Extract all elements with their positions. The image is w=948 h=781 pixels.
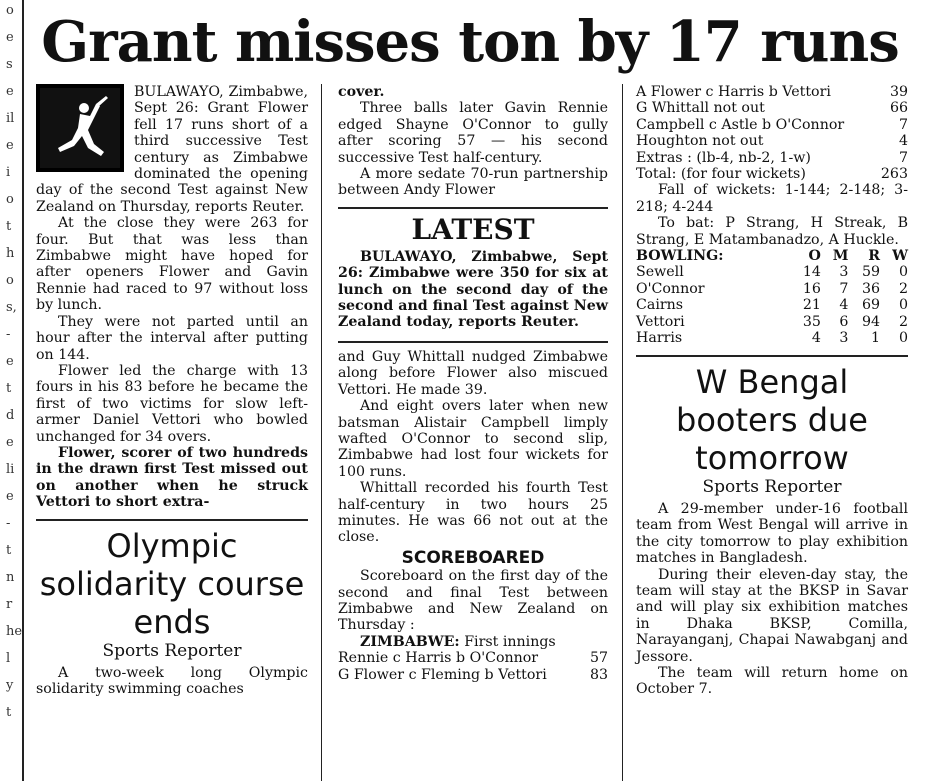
bowling-header-cell: M: [832, 248, 849, 265]
margin-fragment: o: [6, 3, 14, 18]
story-dateline: BULAWAYO, Zimbabwe, Sept 26: Grant Flower fell 17 runs short of a third successive Test century as Zimbabwe dominated the opening day of the second Test against New Zealand on Thursday, reports Reuter.: [36, 84, 308, 215]
bowling-figure: 6: [839, 313, 849, 330]
story-paragraph: Whittall recorded his fourth Test half-century in two hours 25 minutes. He was 66 not out at the close.: [338, 480, 608, 546]
margin-fragment: e: [6, 84, 14, 99]
story-paragraph: And eight overs later when new batsman Alistair Campbell limply wafted O'Connor to second slip, Zimbabwe had lost four wickets for 100 runs.: [338, 398, 608, 480]
margin-fragment: y: [6, 678, 14, 693]
margin-fragment: s: [6, 57, 13, 72]
bowling-figure: 21: [802, 297, 821, 314]
story-paragraph: and Guy Whittall nudged Zimbabwe along before Flower also miscued Vettori. He made 39.: [338, 348, 608, 398]
margin-fragment: t: [6, 219, 12, 234]
batting-row: [338, 667, 608, 683]
margin-fragment: -: [6, 327, 11, 342]
bowling-figure: 1: [871, 330, 881, 347]
bengal-paragraph: During their eleven-day stay, the team will stay at the BKSP in Savar and will play six exhibition matches in Dhaka BKSP, Comilla, Narayanganj, Chapai Nawabganj and Jessore.: [636, 566, 908, 665]
story-paragraph: At the close they were 263 for four. But that was less than Zimbabwe might have hoped for after openers Flower and Gavin Rennie had raced to 97 without loss by lunch.: [36, 215, 308, 314]
bowling-header-cell: R: [868, 248, 881, 265]
margin-fragment: t: [6, 705, 12, 720]
batsman-name: Rennie c Harris b O'Connor: [338, 650, 539, 667]
margin-fragment: l: [6, 651, 11, 666]
bowler-name: Harris: [636, 330, 683, 347]
latest-box-bottom-rule: [338, 341, 608, 343]
margin-fragment: e: [6, 138, 14, 153]
batting-row: [636, 117, 908, 133]
margin-fragment: s,: [6, 300, 17, 315]
extras-row: [636, 150, 908, 166]
batting-row: [636, 100, 908, 116]
scoreboard-heading: SCOREBOARED: [401, 547, 545, 568]
innings-line: [338, 634, 608, 650]
extras-label: Extras : (lb-4, nb-2, 1-w): [636, 149, 811, 166]
fall-of-wickets: Fall of wickets: 1-144; 2-148; 3-218; 4-244: [636, 182, 908, 215]
bowling-row: [636, 264, 908, 280]
batsman-name: A Flower c Harris b Vettori: [636, 84, 831, 100]
column-rule: [36, 519, 308, 521]
batsman-runs: 39: [889, 84, 908, 100]
margin-fragment: h: [6, 246, 15, 261]
total-row: [636, 166, 908, 182]
margin-fragment: o: [6, 192, 14, 207]
column-3: [636, 84, 908, 698]
margin-fragment: e: [6, 30, 14, 45]
bowling-row: [636, 297, 908, 313]
bowling-figure: 35: [802, 313, 821, 330]
margin-fragment: e: [6, 435, 14, 450]
bowling-figure: 0: [898, 264, 908, 281]
olympic-byline: Sports Reporter: [102, 640, 242, 661]
to-bat: To bat: P Strang, H Streak, B Strang, E Matambanadzo, A Huckle.: [636, 215, 908, 248]
bowling-header-cell: BOWLING:: [636, 248, 724, 265]
story-paragraph: A more sedate 70-run partnership between Andy Flower: [338, 166, 608, 199]
bowling-figure: 3: [839, 264, 849, 281]
olympic-text: A two-week long Olympic solidarity swimming coaches: [36, 664, 308, 698]
latest-box-top-rule: [338, 207, 608, 209]
bowling-figure: 69: [862, 297, 881, 314]
extras-runs: 7: [898, 149, 908, 166]
column-rule: [636, 355, 908, 357]
story-continuation-bold: cover.: [338, 84, 385, 100]
batting-row: [338, 650, 608, 666]
cricketer-photo: [36, 84, 124, 172]
bowler-name: Sewell: [636, 264, 684, 281]
margin-fragment: -: [6, 516, 11, 531]
batsman-runs: 7: [898, 116, 908, 133]
bowling-row: [636, 314, 908, 330]
scoreboard-intro: Scoreboard on the first day of the second and final Test between Zimbabwe and New Zealand on Thursday :: [338, 568, 608, 634]
margin-fragment: il: [6, 111, 15, 126]
margin-fragment: r: [6, 597, 13, 612]
story-paragraph: Flower led the charge with 13 fours in his 83 before he became the first of two victims for slow left-armer Daniel Vettori who bowled unchanged for 34 overs.: [36, 362, 308, 445]
margin-fragment: he: [6, 624, 23, 639]
column-divider: [622, 84, 623, 781]
batsman-name: Houghton not out: [636, 133, 764, 150]
bowling-row: [636, 330, 908, 346]
margin-fragment: t: [6, 543, 12, 558]
latest-heading: LATEST: [411, 212, 535, 246]
adjacent-column-fragment: [0, 0, 24, 781]
batsman-name: G Whittall not out: [636, 100, 765, 117]
margin-fragment: n: [6, 570, 15, 585]
bowling-figure: 2: [898, 280, 908, 297]
innings-text: First innings: [464, 633, 556, 650]
bengal-byline: Sports Reporter: [702, 476, 842, 497]
margin-fragment: o: [6, 273, 14, 288]
bengal-paragraph: The team will return home on October 7.: [636, 664, 908, 698]
bowling-figure: 16: [802, 280, 821, 297]
margin-fragment: i: [6, 165, 11, 180]
column-divider: [321, 84, 322, 781]
batting-row: [636, 84, 908, 100]
bowling-figure: 0: [898, 297, 908, 314]
bowling-figure: 2: [898, 313, 908, 330]
batsman-name: G Flower c Fleming b Vettori: [338, 666, 547, 683]
latest-text: BULAWAYO, Zimbabwe, Sept 26: Zimbabwe were 350 for six at lunch on the second day of the second and final Test against New Zealand today, reports Reuter.: [338, 248, 608, 331]
bowling-figure: 3: [839, 330, 849, 347]
bowling-row: [636, 281, 908, 297]
batsman-silhouette-icon: [46, 94, 114, 162]
bowling-figure: 7: [839, 280, 849, 297]
bowling-table: [636, 248, 908, 346]
batsman-runs: 57: [589, 650, 608, 667]
bowling-header-cell: W: [892, 248, 908, 265]
bowling-figure: 94: [862, 313, 881, 330]
bowling-figure: 59: [862, 264, 881, 281]
column-2: [338, 84, 608, 683]
headline: Grant misses ton by 17 runs: [41, 9, 899, 75]
bowling-header-cell: O: [808, 248, 821, 265]
batsman-runs: 4: [898, 133, 908, 150]
total-runs: 263: [880, 166, 908, 183]
batting-row: [636, 133, 908, 149]
batsman-runs: 83: [589, 666, 608, 683]
margin-fragment: e: [6, 489, 14, 504]
bowler-name: O'Connor: [636, 280, 705, 297]
batsman-name: Campbell c Astle b O'Connor: [636, 116, 845, 133]
story-paragraph-bold: Flower, scorer of two hundreds in the drawn first Test missed out on another when he struck Vettori to short extra-: [36, 444, 308, 511]
olympic-title: Olympic solidarity course ends: [39, 526, 305, 641]
bowling-figure: 4: [839, 297, 849, 314]
bowler-name: Vettori: [636, 313, 685, 330]
bengal-paragraph: A 29-member under-16 football team from West Bengal will arrive in the city tomorrow to play exhibition matches in Bangladesh.: [636, 500, 908, 567]
bowling-figure: 14: [802, 264, 821, 281]
innings-label: ZIMBABWE:: [360, 633, 460, 650]
story-paragraph: Three balls later Gavin Rennie edged Shayne O'Connor to gully after scoring 57 — his second successive Test half-century.: [338, 100, 608, 166]
story-paragraph: They were not parted until an hour after the interval after putting on 144.: [36, 313, 308, 363]
margin-fragment: e: [6, 354, 14, 369]
bengal-title: W Bengal booters due tomorrow: [676, 362, 868, 477]
margin-fragment: d: [6, 408, 15, 423]
batsman-runs: 66: [889, 100, 908, 117]
bowling-figure: 4: [811, 330, 821, 347]
column-1: [36, 84, 308, 698]
total-label: Total: (for four wickets): [636, 166, 806, 183]
bowling-figure: 36: [862, 280, 881, 297]
bowler-name: Cairns: [636, 297, 684, 314]
bowling-header-row: [636, 248, 908, 264]
margin-fragment: t: [6, 381, 12, 396]
bowling-figure: 0: [898, 330, 908, 347]
margin-fragment: li: [6, 462, 15, 477]
